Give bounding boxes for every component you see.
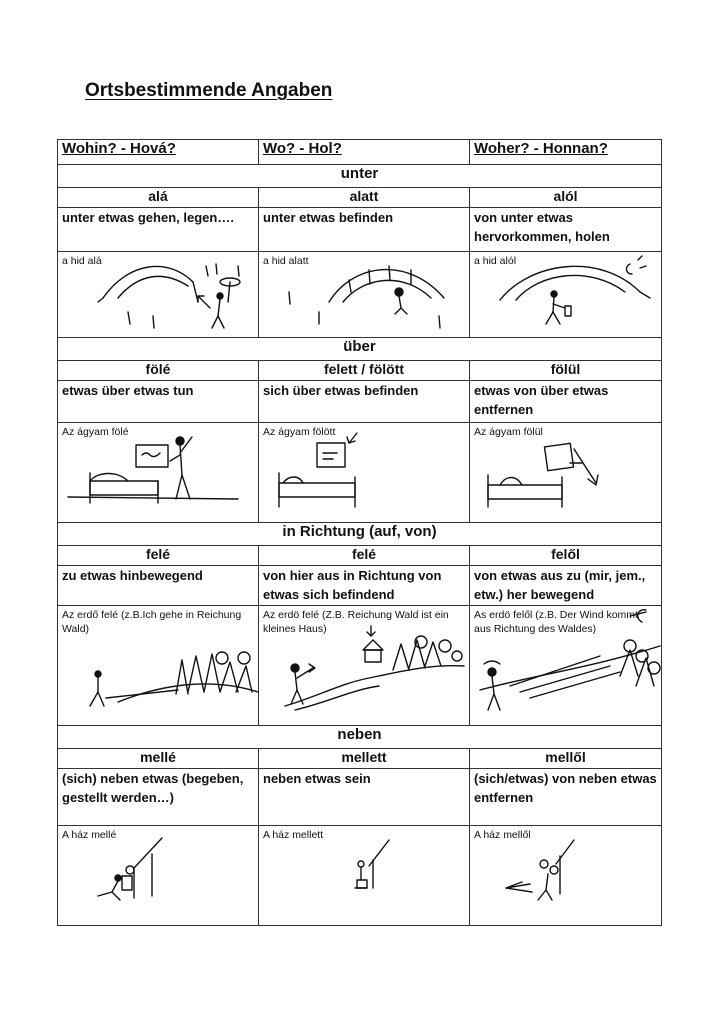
form-wo: mellett [259,749,470,769]
caption-woher: As erdö felől (z.B. Der Wind kommt aus Richtung des Waldes) [474,609,638,635]
picture-cell-wo [259,252,470,338]
house-toward-forest-sketch [259,606,470,726]
description-row [58,769,662,826]
form-row [58,749,662,769]
header-cell-wohin [58,140,259,165]
form-wohin: mellé [58,749,259,769]
form-woher: felől [470,546,662,566]
form-wo: felé [259,546,470,566]
page-title: Ortsbestimmende Angaben [85,80,333,101]
section-row-unter [58,165,662,188]
form-woher: fölül [470,361,662,381]
header-wohin: Wohin? - Hová? [62,140,176,157]
header-row [58,140,662,165]
section-label: unter [58,165,662,188]
bed-picture-above-sketch [58,423,259,523]
form-wohin: alá [58,188,259,208]
description-wo: sich über etwas befinden [259,381,470,423]
description-wo: neben etwas sein [259,769,470,826]
description-row [58,208,662,252]
header-cell-wo [259,140,470,165]
picture-cell-wo [259,606,470,726]
picture-cell-wohin [58,423,259,523]
section-row-neben [58,726,662,749]
caption-wo: Az ágyam fölött [263,426,336,438]
form-row [58,546,662,566]
caption-woher: a hid alól [474,255,517,267]
house-beside-stand-sketch [259,826,470,926]
description-woher: von etwas aus zu (mir, jem., etw.) her bewegend [470,566,662,606]
header-woher: Woher? - Honnan? [474,140,608,157]
caption-woher: Az ágyam fölül [474,426,543,438]
caption-wo: Az erdö felé (Z.B. Reichung Wald ist ein kleines Haus) [263,609,449,635]
form-row [58,361,662,381]
description-wohin: unter etwas gehen, legen…. [58,208,259,252]
header-cell-woher [470,140,662,165]
bridge-come-out-sketch [470,252,662,338]
form-row [58,188,662,208]
picture-cell-wohin [58,826,259,926]
caption-wo: a hid alatt [263,255,309,267]
walk-toward-forest-sketch [58,606,259,726]
picture-row [58,252,662,338]
description-woher: etwas von über etwas entfernen [470,381,662,423]
bridge-walk-under-sketch [58,252,259,338]
form-wo: felett / fölött [259,361,470,381]
form-woher: mellől [470,749,662,769]
form-wohin: fölé [58,361,259,381]
form-woher: alól [470,188,662,208]
caption-wo: A ház mellett [263,829,324,841]
description-woher: (sich/etwas) von neben etwas entfernen [470,769,662,826]
description-wohin: (sich) neben etwas (begeben, gestellt werden…) [58,769,259,826]
section-row-ueber [58,338,662,361]
description-wohin: zu etwas hinbewegend [58,566,259,606]
description-woher: von unter etwas hervorkommen, holen [470,208,662,252]
caption-wohin: A ház mellé [62,829,117,841]
picture-row [58,423,662,523]
section-row-richtung [58,523,662,546]
picture-cell-wo [259,826,470,926]
picture-row [58,606,662,726]
picture-cell-wohin [58,252,259,338]
description-wo: von hier aus in Richtung von etwas sich befindend [259,566,470,606]
section-label: neben [58,726,662,749]
prepositions-table [57,139,662,926]
header-wo: Wo? - Hol? [263,140,342,157]
picture-cell-woher [470,252,662,338]
caption-wohin: Az erdő felé (z.B.Ich gehe in Reichung Wald) [62,609,242,635]
caption-wohin: a hid alá [62,255,102,267]
section-label: über [58,338,662,361]
section-label: in Richtung (auf, von) [58,523,662,546]
house-beside-go-sketch [58,826,259,926]
picture-cell-woher [470,606,662,726]
description-row [58,566,662,606]
description-row [58,381,662,423]
picture-cell-wohin [58,606,259,726]
caption-woher: A ház mellől [474,829,531,841]
bed-picture-hanging-sketch [259,423,470,523]
bridge-under-sketch [259,252,470,338]
house-beside-leave-sketch [470,826,662,926]
picture-cell-woher [470,423,662,523]
picture-row [58,826,662,926]
bed-picture-remove-sketch [470,423,662,523]
caption-wohin: Az ágyam fölé [62,426,129,438]
picture-cell-wo [259,423,470,523]
description-wohin: etwas über etwas tun [58,381,259,423]
picture-cell-woher [470,826,662,926]
form-wohin: felé [58,546,259,566]
form-wo: alatt [259,188,470,208]
description-wo: unter etwas befinden [259,208,470,252]
wind-from-forest-sketch [470,606,662,726]
